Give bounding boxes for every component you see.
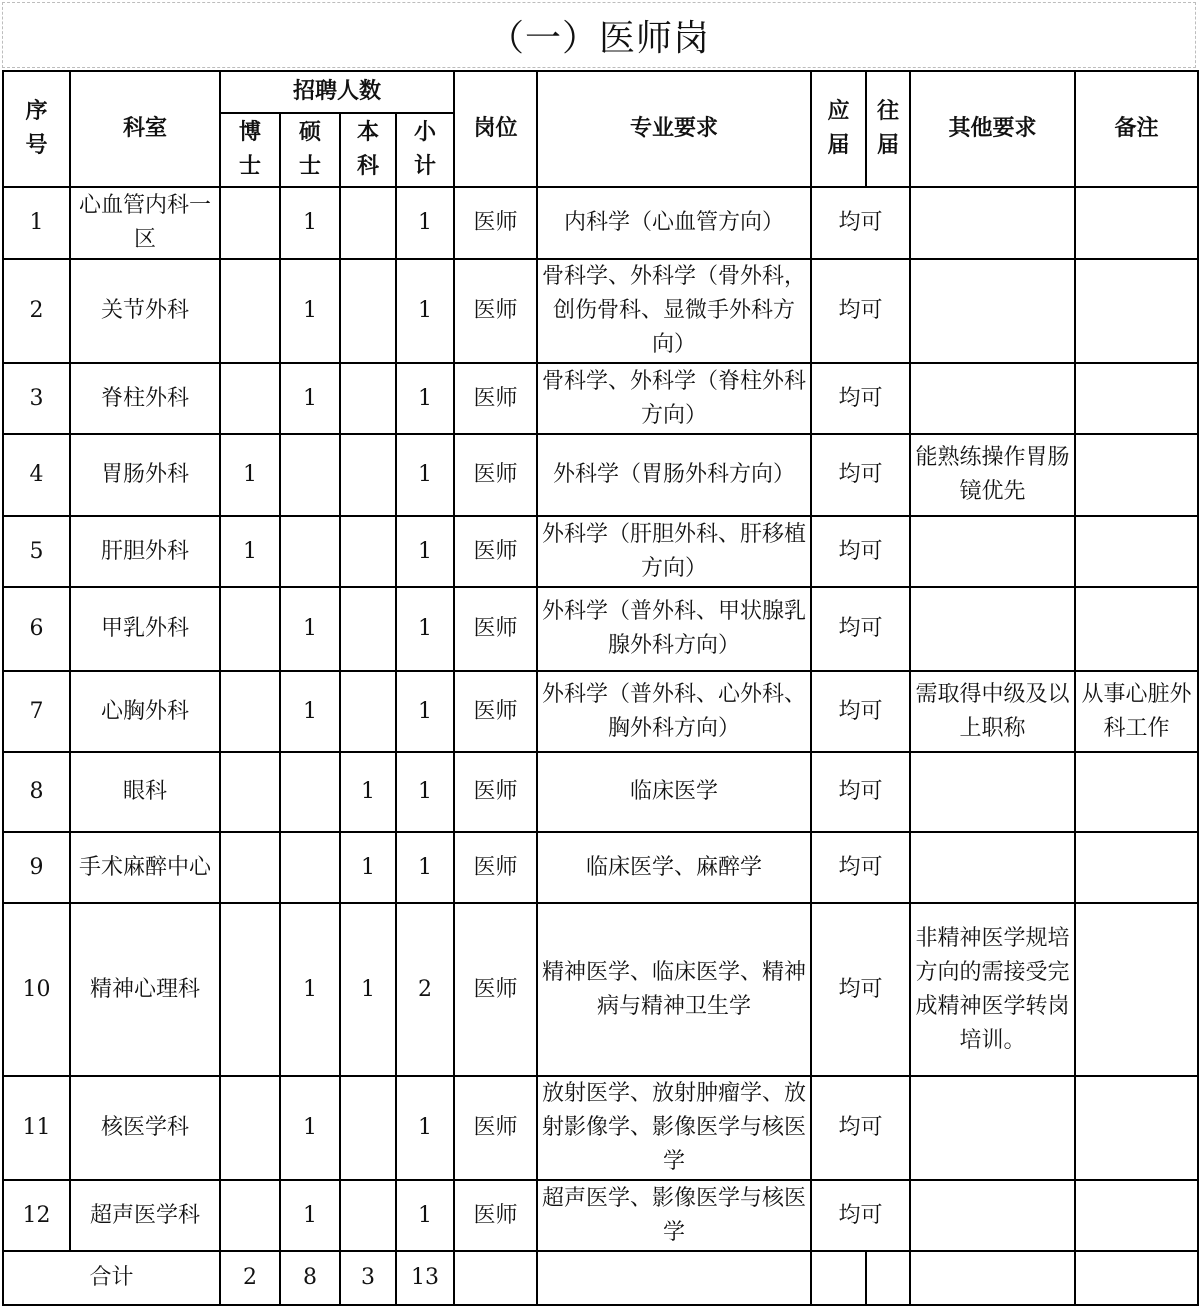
cell-subtotal: 1: [396, 187, 454, 259]
cell-remark: [1075, 187, 1198, 259]
cell-master: 1: [280, 1076, 340, 1180]
cell-remark: [1075, 434, 1198, 516]
cell-position: 医师: [454, 671, 537, 752]
cell-seq: 12: [3, 1180, 70, 1251]
header-past-grad: 往届: [866, 71, 910, 187]
table-row: [3, 1180, 1198, 1251]
cell-seq: 7: [3, 671, 70, 752]
cell-graduation: 均可: [811, 1180, 910, 1251]
header-other-req: 其他要求: [910, 71, 1075, 187]
cell-position: 医师: [454, 903, 537, 1076]
table-row: [3, 903, 1198, 1076]
cell-other-req: [910, 587, 1075, 671]
header-seq: 序号: [3, 71, 70, 187]
cell-other-req: [910, 516, 1075, 587]
cell-other-req: [910, 832, 1075, 903]
cell-other-req: [910, 1076, 1075, 1180]
cell-seq: 11: [3, 1076, 70, 1180]
cell-position: 医师: [454, 1076, 537, 1180]
cell-phd: [220, 1180, 280, 1251]
cell-dept: 心胸外科: [70, 671, 220, 752]
cell-subtotal: 1: [396, 516, 454, 587]
cell-bachelor: [340, 363, 396, 434]
cell-master: 1: [280, 903, 340, 1076]
total-bachelor: 3: [340, 1251, 396, 1305]
cell-position: 医师: [454, 434, 537, 516]
cell-other-req: [910, 1180, 1075, 1251]
cell-master: [280, 752, 340, 832]
cell-remark: [1075, 516, 1198, 587]
total-row: [3, 1251, 1198, 1305]
cell-seq: 6: [3, 587, 70, 671]
recruitment-table: [2, 70, 1199, 1306]
table-row: [3, 187, 1198, 259]
cell-major: 临床医学: [537, 752, 811, 832]
cell-position: 医师: [454, 516, 537, 587]
total-subtotal: 13: [396, 1251, 454, 1305]
total-label: 合计: [3, 1251, 220, 1305]
cell-seq: 3: [3, 363, 70, 434]
cell-seq: 2: [3, 259, 70, 363]
cell-subtotal: 1: [396, 1076, 454, 1180]
cell-remark: 从事心脏外科工作: [1075, 671, 1198, 752]
cell-major: 外科学（肝胆外科、肝移植方向）: [537, 516, 811, 587]
total-empty-cell: [866, 1251, 910, 1305]
cell-dept: 心血管内科一区: [70, 187, 220, 259]
cell-major: 超声医学、影像医学与核医学: [537, 1180, 811, 1251]
cell-graduation: 均可: [811, 187, 910, 259]
cell-graduation: 均可: [811, 832, 910, 903]
cell-major: 骨科学、外科学（脊柱外科方向）: [537, 363, 811, 434]
cell-position: 医师: [454, 587, 537, 671]
cell-master: [280, 832, 340, 903]
header-fresh-grad: 应届: [811, 71, 866, 187]
cell-graduation: 均可: [811, 259, 910, 363]
cell-master: 1: [280, 671, 340, 752]
cell-phd: [220, 671, 280, 752]
cell-bachelor: [340, 516, 396, 587]
cell-master: [280, 516, 340, 587]
cell-seq: 10: [3, 903, 70, 1076]
cell-graduation: 均可: [811, 363, 910, 434]
cell-seq: 1: [3, 187, 70, 259]
cell-remark: [1075, 1180, 1198, 1251]
cell-other-req: 需取得中级及以上职称: [910, 671, 1075, 752]
cell-position: 医师: [454, 187, 537, 259]
cell-remark: [1075, 1076, 1198, 1180]
total-master: 8: [280, 1251, 340, 1305]
cell-dept: 胃肠外科: [70, 434, 220, 516]
cell-remark: [1075, 832, 1198, 903]
cell-dept: 肝胆外科: [70, 516, 220, 587]
cell-position: 医师: [454, 752, 537, 832]
cell-seq: 5: [3, 516, 70, 587]
cell-seq: 4: [3, 434, 70, 516]
table-row: [3, 434, 1198, 516]
cell-phd: 1: [220, 516, 280, 587]
cell-bachelor: [340, 434, 396, 516]
table-row: [3, 259, 1198, 363]
cell-master: 1: [280, 363, 340, 434]
total-empty-cell: [910, 1251, 1075, 1305]
cell-dept: 甲乳外科: [70, 587, 220, 671]
cell-subtotal: 1: [396, 832, 454, 903]
table-row: [3, 516, 1198, 587]
total-empty-cell: [811, 1251, 866, 1305]
cell-dept: 超声医学科: [70, 1180, 220, 1251]
cell-master: 1: [280, 259, 340, 363]
header-remark: 备注: [1075, 71, 1198, 187]
cell-dept: 手术麻醉中心: [70, 832, 220, 903]
cell-bachelor: [340, 587, 396, 671]
table-row: [3, 832, 1198, 903]
cell-remark: [1075, 259, 1198, 363]
cell-dept: 核医学科: [70, 1076, 220, 1180]
cell-phd: [220, 903, 280, 1076]
cell-dept: 关节外科: [70, 259, 220, 363]
cell-bachelor: [340, 259, 396, 363]
cell-phd: 1: [220, 434, 280, 516]
cell-other-req: [910, 259, 1075, 363]
cell-bachelor: [340, 187, 396, 259]
cell-bachelor: [340, 1076, 396, 1180]
table-row: [3, 587, 1198, 671]
cell-master: [280, 434, 340, 516]
cell-major: 外科学（普外科、甲状腺乳腺外科方向）: [537, 587, 811, 671]
cell-major: 放射医学、放射肿瘤学、放射影像学、影像医学与核医学: [537, 1076, 811, 1180]
cell-major: 骨科学、外科学（骨外科，创伤骨科、显微手外科方向）: [537, 259, 811, 363]
cell-bachelor: 1: [340, 903, 396, 1076]
cell-subtotal: 1: [396, 752, 454, 832]
cell-dept: 眼科: [70, 752, 220, 832]
cell-other-req: 非精神医学规培方向的需接受完成精神医学转岗培训。: [910, 903, 1075, 1076]
cell-other-req: [910, 752, 1075, 832]
table-row: [3, 363, 1198, 434]
cell-major: 临床医学、麻醉学: [537, 832, 811, 903]
cell-master: 1: [280, 187, 340, 259]
cell-remark: [1075, 363, 1198, 434]
header-position: 岗位: [454, 71, 537, 187]
cell-position: 医师: [454, 832, 537, 903]
header-recruit-count: 招聘人数: [220, 71, 454, 113]
cell-subtotal: 1: [396, 1180, 454, 1251]
cell-subtotal: 1: [396, 434, 454, 516]
cell-graduation: 均可: [811, 434, 910, 516]
cell-subtotal: 1: [396, 259, 454, 363]
cell-seq: 8: [3, 752, 70, 832]
header-bachelor: 本科: [340, 113, 396, 187]
header-dept: 科室: [70, 71, 220, 187]
cell-other-req: [910, 187, 1075, 259]
cell-master: 1: [280, 587, 340, 671]
total-empty-cell: [1075, 1251, 1198, 1305]
cell-dept: 精神心理科: [70, 903, 220, 1076]
cell-remark: [1075, 587, 1198, 671]
total-empty-cell: [537, 1251, 811, 1305]
table-row: [3, 671, 1198, 752]
total-phd: 2: [220, 1251, 280, 1305]
cell-phd: [220, 363, 280, 434]
cell-phd: [220, 259, 280, 363]
cell-subtotal: 1: [396, 363, 454, 434]
cell-graduation: 均可: [811, 903, 910, 1076]
cell-major: 外科学（普外科、心外科、胸外科方向）: [537, 671, 811, 752]
cell-phd: [220, 1076, 280, 1180]
cell-other-req: 能熟练操作胃肠镜优先: [910, 434, 1075, 516]
cell-subtotal: 2: [396, 903, 454, 1076]
cell-bachelor: 1: [340, 752, 396, 832]
cell-phd: [220, 752, 280, 832]
cell-position: 医师: [454, 1180, 537, 1251]
page-title: （一）医师岗: [2, 2, 1196, 68]
table-row: [3, 1076, 1198, 1180]
cell-subtotal: 1: [396, 671, 454, 752]
header-major: 专业要求: [537, 71, 811, 187]
cell-major: 内科学（心血管方向）: [537, 187, 811, 259]
cell-position: 医师: [454, 363, 537, 434]
cell-remark: [1075, 752, 1198, 832]
cell-other-req: [910, 363, 1075, 434]
header-phd: 博士: [220, 113, 280, 187]
cell-subtotal: 1: [396, 587, 454, 671]
total-empty-cell: [454, 1251, 537, 1305]
cell-graduation: 均可: [811, 671, 910, 752]
cell-remark: [1075, 903, 1198, 1076]
header-master: 硕士: [280, 113, 340, 187]
cell-seq: 9: [3, 832, 70, 903]
cell-bachelor: [340, 1180, 396, 1251]
cell-graduation: 均可: [811, 516, 910, 587]
cell-phd: [220, 187, 280, 259]
cell-position: 医师: [454, 259, 537, 363]
cell-master: 1: [280, 1180, 340, 1251]
header-subtotal: 小计: [396, 113, 454, 187]
cell-graduation: 均可: [811, 587, 910, 671]
table-row: [3, 752, 1198, 832]
cell-bachelor: [340, 671, 396, 752]
cell-graduation: 均可: [811, 1076, 910, 1180]
cell-phd: [220, 832, 280, 903]
cell-dept: 脊柱外科: [70, 363, 220, 434]
cell-major: 精神医学、临床医学、精神病与精神卫生学: [537, 903, 811, 1076]
cell-graduation: 均可: [811, 752, 910, 832]
cell-major: 外科学（胃肠外科方向）: [537, 434, 811, 516]
cell-bachelor: 1: [340, 832, 396, 903]
cell-phd: [220, 587, 280, 671]
